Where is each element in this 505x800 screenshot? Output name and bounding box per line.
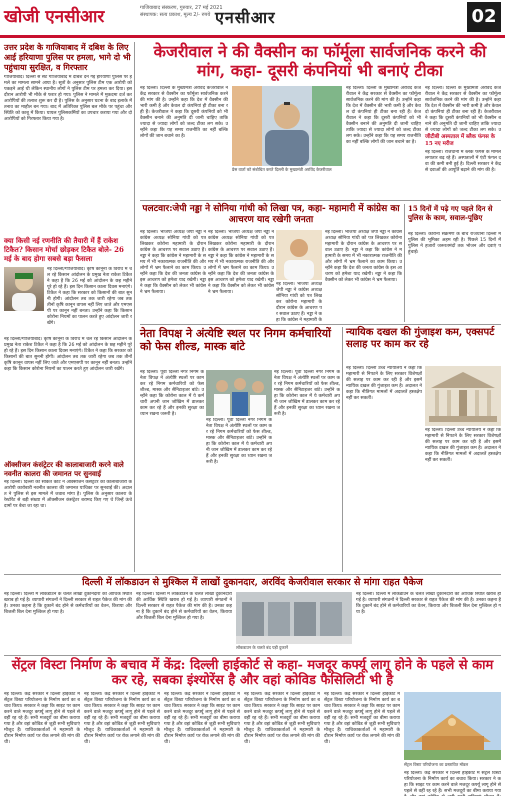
market-icon [236,592,352,644]
story-body-cont: नई दिल्ली। पूर्वी दिल्ली नगर निगम के नेता विपक्ष ने अंत्येष्टि स्थलों पर काम कर रहे निगम कर्मचारियों को फेस शील्ड, मास्क और सैनिटाइजर बांटे। उन्होंने कहा कि कोरोना काल में ये कर्मचारी अपनी जान जोखिम में डालकर काम कर रहे हैं और इनकी सुरक्षा का ध्यान रखना जरूरी है। [274,370,340,417]
story-body-cont: नई दिल्ली। केंद्र सरकार ने दिल्ली हाईकोर्ट में सेंट्रल विस्टा परियोजना के निर्माण कार्य का बचाव किया। सरकार ने कहा कि साइट पर काम करने वाले मजदूर कर्फ्यू लागू होने से पहले से वहीं रह रहे हैं। सभी मजदूरों का बीमा कराया गया है और वहां कोविड से जुड़ी सभी सुविधाएं मौजूद हैं। याचिकाकर्ताओं ने महामारी के दौरान निर्माण कार्य पर रोक लगाने की मांग की थी। [164,692,240,745]
section-divider [140,200,501,201]
central-vista-photo [404,692,501,760]
section-divider [4,574,501,575]
story-body-cont: नई दिल्ली। पूर्वी दिल्ली नगर निगम के नेता विपक्ष ने अंत्येष्टि स्थलों पर काम कर रहे निगम कर्मचारियों को फेस शील्ड, मास्क और सैनिटाइजर बांटे। उन्होंने कहा कि कोरोना काल में ये कर्मचारी अपनी जान जोखिम में डालकर काम कर रहे हैं और इनकी सुरक्षा का ध्यान रखना जरूरी है। [206,418,272,465]
column-divider [134,42,135,572]
story-body-cont: नई दिल्ली। केंद्र सरकार ने दिल्ली हाईकोर्ट में सेंट्रल विस्टा परियोजना के निर्माण कार्य का बचाव किया। सरकार ने कहा कि साइट पर काम करने वाले मजदूर कर्फ्यू लागू होने से पहले से वहीं रह रहे हैं। सभी मजदूरों का बीमा कराया गया है और वहां कोविड से जुड़ी सभी सुविधाएं मौजूद हैं। याचिकाकर्ताओं ने महामारी के दौरान निर्माण कार्य पर रोक लगाने की मांग की थी। [84,692,160,745]
story-body-cont: नई दिल्ली। केंद्र सरकार ने दिल्ली हाईकोर्ट में सेंट्रल विस्टा परियोजना के निर्माण कार्य का बचाव किया। सरकार ने कहा कि साइट पर काम करने वाले मजदूर कर्फ्यू लागू होने से पहले से वहीं रह रहे हैं। सभी मजदूरों का बीमा कराया गया [404,771,501,794]
story-headline: 15 दिनों में पढ़े गए पहले दिन से पुलिस के काम, सवाल-पूछिए [408,204,493,222]
photo-caption: प्रेस वार्ता को संबोधित करते दिल्ली के मुख्यमंत्री अरविंद केजरीवाल [232,167,332,172]
story-body-cont: नई दिल्ली। भाजपा अध्यक्ष जेपी नड्डा ने कांग्रेस अध्यक्ष सोनिया गांधी को पत्र लिखकर कोरोना महामारी के दौरान कांग्रेस के आचरण पर सवाल उठाए हैं। नड्डा ने कहा कि कांग्रेस ने महामारी के समय में भी नकारात्मक राजनीति की और लोगों में भ्रम फैलाने का काम किया। उन्होंने कहा कि देश की जनता कांग्रेस के इस आचरण को हमेशा याद रखेगी। नड्डा ने कहा कि वैक्सीन को लेकर भी कांग्रेस ने भ्रम फैलाया। [325,230,402,283]
masthead [0,0,505,38]
tikait-photo [4,267,44,311]
building-icon [425,366,501,426]
section-title: एनसीआर [215,8,276,27]
photo-caption: लॉकडाउन के चलते बंद पड़ी दुकानें [236,645,289,650]
section-divider [140,324,501,325]
story-body-cont: नई दिल्ली। केंद्र सरकार ने दिल्ली हाईकोर्ट में सेंट्रल विस्टा परियोजना के निर्माण कार्य का बचाव किया। सरकार ने कहा कि साइट पर काम करने वाले मजदूर कर्फ्यू लागू होने से पहले से वहीं रह रहे हैं। सभी मजदूरों का बीमा कराया गया है और वहां कोविड से जुड़ी सभी सुविधाएं मौजूद हैं। याचिकाकर्ताओं ने महामारी के दौरान निर्माण कार्य पर रोक लगाने की मांग की थी। [244,692,320,745]
side-story-body: नई दिल्ली। राजधानी में ब्लैक फंगस के मामले लगातार बढ़ रहे हैं। अस्पतालों में एंटी फंगल दवा की कमी बनी हुई है। दिल्ली सरकार ने केंद्र से दवाओं की आपूर्ति बढ़ाने की मांग की है। [425,150,501,173]
side-story-headline: जीटीबी अस्पताल में ब्लैक फंगस के 15 नए मरीज [425,134,496,147]
story-body-cont: नई दिल्ली। भाजपा अध्यक्ष जेपी नड्डा ने कांग्रेस अध्यक्ष सोनिया गांधी को पत्र लिखकर कोरोना महामारी के दौरान कांग्रेस के आचरण पर सवाल उठाए हैं। नड्डा ने कहा कि कांग्रेस ने महामारी के [276,282,322,322]
story-body-cont: नई दिल्ली। भाजपा अध्यक्ष जेपी नड्डा ने कांग्रेस अध्यक्ष सोनिया गांधी को पत्र लिखकर कोरोना महामारी के दौरान कांग्रेस के आचरण पर सवाल उठाए हैं। नड्डा ने कहा कि कांग्रेस ने महामारी के समय में भी नकारात्मक राजनीति की और लोगों में भ्रम फैलाने का काम किया। उन्होंने कहा कि देश की जनता कांग्रेस के इस आचरण को हमेशा याद रखेगी। नड्डा ने कहा कि वैक्सीन को लेकर भी कांग्रेस ने भ्रम फैलाया। [208,230,274,295]
page-number: 02 [467,2,501,32]
shops-photo [236,592,352,644]
band-story-body: नई दिल्ली। दिल्ली में लॉकडाउन के चलते लाखों दुकानदारों की आर्थिक स्थिति खराब हो गई है। व्यापारी संगठनों ने दिल्ली सरकार से राहत पैकेज की मांग की है। उनका कहना है कि दुकानें बंद होने से कर्मचारियों का वेतन, किराया और बिजली बिल देना मुश्किल हो गया है। [4,592,132,615]
band-story-body-cont: नई दिल्ली। दिल्ली में लॉकडाउन के चलते लाखों दुकानदारों की आर्थिक स्थिति खराब हो गई है। व्यापारी संगठनों ने दिल्ली सरकार से राहत पैकेज की मांग की है। उनका कहना है कि दुकानें बंद होने से कर्मचारियों का वेतन, किराया और बिजली बिल देना मुश्किल हो गया है। [136,592,232,621]
newspaper-brand: खोजी एनसीआर [4,7,105,27]
story-headline: क्या किसी नई रणनीति की तैयारी में हैं राकेश टिकैत? किसान मोर्चा छोड़कर टिकैत बोले- 26 मई के बाद होगा सबसे बड़ा फैसला [4,236,124,263]
story-headline: उत्तर प्रदेश के गाजियाबाद में दबिश के लिए आई हरियाणा पुलिस पर हमला, भागे दो भी पहुंचाया सुरक्षित, व गिरफ्तार [4,42,131,72]
band-headline: दिल्ली में लॉकडाउन से मुश्किल में लाखों दुकानदार, अरविंद केजरीवाल सरकार से मांगा राहत पैकेज [82,577,423,588]
story-body-cont: नई दिल्ली/गाजियाबाद। कृषि कानूनों के विरोध में चल रहे किसान आंदोलन के प्रमुख नेता राकेश टिकैत ने कहा है कि 26 मई को आंदोलन के छह महीने पूरे हो रहे हैं। इस दिन किसान काला दिवस मनाएंगे। टिकैत ने कहा कि सरकार को किसानों की बात सुननी होगी। आंदोलन तब तक जारी रहेगा जब तक तीनों कृषि कानून वापस नहीं लिए जाते और एमएसपी पर कानून नहीं बनता। उन्होंने कहा कि किसान कोरोना नियमों का पालन करते हुए आंदोलन जारी रखेंगे। [4,337,132,372]
photo-caption: सेंट्रल विस्टा परियोजना का प्रस्तावित मॉडल [404,762,469,767]
story-headline: नेता विपक्ष ने अंत्येष्टि स्थल पर निगम कर्मचारियों को फेस शील्ड, मास्क बांटे [140,327,331,353]
column-divider [404,204,405,322]
story-body-cont: नई दिल्ली। दिल्ली उच्च न्यायालय ने कहा कि महामारी से निपटने के लिए सरकार विशेषज्ञों की सलाह पर काम कर रही है और इसमें न्यायिक दखल की गुंजाइश कम है। अदालत ने कहा कि नीतिगत मामलों में अदालतें हस्तक्षेप नहीं कर सकतीं। [425,428,501,463]
story-headline: पलटवार:जेपी नड्डा ने सोनिया गांधी को लिखा पत्र, कहा- महामारी में कांग्रेस का आचरण याद रखेगी जनता [142,204,400,225]
story-body: गाजियाबाद। दिल्ली से सटे गाजियाबाद में दबिश देने गई हरियाणा पुलिस पर हमले का मामला सामने आया है। सूत्रों के अनुसार पुलिस टीम एक आरोपी को पकड़ने आई थी लेकिन स्थानीय लोगों ने पुलिस टीम पर हमला कर दिया। इस दौरान आरोपी भी मौके से फरार हो गया। पुलिस ने मामले में मुकदमा दर्ज कर आरोपियों की तलाश शुरू कर दी है। पुलिस के अनुसार घटना के बाद इलाके में तनाव का माहौल बन गया। बाद में अतिरिक्त पुलिस बल मौके पर पहुंचा और स्थिति को काबू में किया। घायल पुलिसकर्मियों का उपचार कराया गया और दो आरोपियों को गिरफ्तार किया गया है। [4,75,132,122]
left-column [4,42,132,578]
person-icon [232,86,342,166]
main-story-body: नई दिल्ली। दिल्ली के मुख्यमंत्री अरविंद केजरीवाल ने केंद्र सरकार से वैक्सीन का फॉर्मूला सार्वजनिक करने की मांग की है। उन्होंने कहा कि देश में वैक्सीन की भारी कमी है और केवल दो कंपनियां ही टीका बना रही हैं। केजरीवाल ने कहा कि दूसरी कंपनियों को भी वैक्सीन बनाने की अनुमति दी जानी चाहिए ताकि ज्यादा से ज्यादा लोगों को जल्द टीका लग सके। उन्होंने कहा कि यह समय राजनीति का नहीं बल्कि लोगों की जान बचाने का है। [140,86,228,139]
central-vista-headline: सेंट्रल विस्टा निर्माण के बचाव में केंद्र: दिल्ली हाईकोर्ट से कहा- मजदूर कर्फ्यू लागू होने के पहले से काम कर रहे, सबका इंश्योरेंस है और वहां कोविड फैसिलिटी भी है [11,658,494,688]
kejriwal-photo [232,86,342,166]
court-photo [425,366,501,426]
person-icon [4,267,44,311]
date-line: गाजियाबाद संस्करण, गुरुवार, 27 मई 2021 संस्थापक: सत्य प्रकाश, मूल्य 2/- रुपये [140,5,223,18]
story-headline: न्यायिक दखल की गुंजाइश कम, एक्सपर्ट सलाह पर काम कर रहे [346,327,495,350]
side-story-body: नई दिल्ली। दिल्ली के मुख्यमंत्री अरविंद केजरीवाल ने केंद्र सरकार से वैक्सीन का फॉर्मूला सार्वजनिक करने की मांग की है। उन्होंने कहा कि देश में वैक्सीन की भारी कमी है और केवल दो कंपनियां ही टीका बना रही हैं। केजरीवाल ने कहा कि दूसरी कंपनियों को भी वैक्सीन बनाने की अनुमति दी जानी चाहिए ताकि ज्यादा से ज्यादा लोगों को जल्द टीका लग सके। उ [425,86,501,132]
story-body: नई दिल्ली। केंद्र सरकार ने दिल्ली हाईकोर्ट में सेंट्रल विस्टा परियोजना के निर्माण कार्य का बचाव किया। सरकार ने कहा कि साइट पर काम करने वाले मजदूर कर्फ्यू लागू होने से पहले से वहीं रह रहे हैं। सभी मजदूरों का बीमा कराया गया है और वहां कोविड से जुड़ी सभी सुविधाएं मौजूद हैं। याचिकाकर्ताओं ने महामारी के दौरान निर्माण कार्य पर रोक लगाने की मांग की थी। [4,692,80,745]
main-story-body-cont: नई दिल्ली। दिल्ली के मुख्यमंत्री अरविंद केजरीवाल ने केंद्र सरकार से वैक्सीन का फॉर्मूला सार्वजनिक करने की मांग की है। उन्होंने कहा कि देश में वैक्सीन की भारी कमी है और केवल दो कंपनियां ही टीका बना रही हैं। केजरीवाल ने कहा कि दूसरी कंपनियों को भी वैक्सीन बनाने की अनुमति दी जानी चाहिए ताकि ज्यादा से ज्यादा लोगों को जल्द टीका लग सके। उन्होंने कहा कि यह समय राजनीति का नहीं बल्कि लोगों की जान बचाने का है। [346,86,421,145]
person-icon [276,230,322,280]
story-body-cont: नई दिल्ली। केंद्र सरकार ने दिल्ली हाईकोर्ट में सेंट्रल विस्टा परियोजना के निर्माण कार्य का बचाव किया। सरकार ने कहा कि साइट पर काम करने वाले मजदूर कर्फ्यू लागू होने से पहले से वहीं रह रहे हैं। सभी मजदूरों का बीमा कराया गया है और वहां कोविड से जुड़ी सभी सुविधाएं मौजूद हैं। याचिकाकर्ताओं ने महामारी के दौरान निर्माण कार्य पर रोक लगाने की मांग की थी। [324,692,400,745]
section-divider [4,655,501,656]
group-photo-icon [206,370,272,416]
story-headline: ऑक्सीजन कंसंट्रेटर की कालाबाजारी करने वाले नवनीत कालरा की जमानत पर सुनवाई [4,460,124,478]
story-body: नई दिल्ली। पूर्वी दिल्ली नगर निगम के नेता विपक्ष ने अंत्येष्टि स्थलों पर काम कर रहे निगम कर्मचारियों को फेस शील्ड, मास्क और सैनिटाइजर बांटे। उन्होंने कहा कि कोरोना काल में ये कर्मचारी अपनी जान जोखिम में डालकर काम कर रहे हैं और इनकी सुरक्षा का ध्यान रखना जरूरी है। [140,370,204,417]
band-story-body-cont: नई दिल्ली। दिल्ली में लॉकडाउन के चलते लाखों दुकानदारों की आर्थिक स्थिति खराब हो गई है। व्यापारी संगठनों ने दिल्ली सरकार से राहत पैकेज की मांग की है। उनका कहना है कि दुकानें बंद होने से कर्मचारियों का वेतन, किराया और बिजली बिल देना मुश्किल हो गया है। [356,592,501,615]
story-body: नई दिल्ली। दिल्ली उच्च न्यायालय ने कहा कि महामारी से निपटने के लिए सरकार विशेषज्ञों की सलाह पर काम कर रही है और इसमें न्यायिक दखल की गुंजाइश कम है। अदालत ने कहा कि नीतिगत मामलों में अदालतें हस्तक्षेप नहीं कर सकतीं। [346,366,422,401]
column-divider [342,327,343,572]
story-body: नई दिल्ली। कोरोना संक्रमण के बीच राजधानी दिल्ली में पुलिस की भूमिका अहम रही है। पिछले 15 दिनों में पुलिस ने हजारों जरूरतमंदों तक भोजन और दवाएं पहुंचाईं। [408,232,501,255]
parliament-building-icon [404,692,501,760]
main-headline: केजरीवाल ने की वैक्सीन का फॉर्मूला सार्वजनिक करने की मांग, कहा- दूसरी कंपनियां भी बनाएं टीका [153,42,487,80]
nadda-photo [276,230,322,280]
story-body: नई दिल्ली। दिल्ली की साकेत कोर्ट ने ऑक्सीजन कंसंट्रेटर की कालाबाजारी के आरोपी कारोबारी नवनीत कालरा की जमानत याचिका पर सुनवाई की। अदालत ने पुलिस से इस मामले में जवाब मांगा है। पुलिस के अनुसार कालरा के रेस्टोरेंट से बड़ी संख्या में ऑक्सीजन कंसंट्रेटर बरामद किए गए थे जिन्हें ऊंचे दामों पर बेचा जा रहा था। [4,480,132,509]
story-body: नई दिल्ली/गाजियाबाद। कृषि कानूनों के विरोध में चल रहे किसान आंदोलन के प्रमुख नेता राकेश टिकैत ने कहा है कि 26 मई को आंदोलन के छह महीने पूरे हो रहे हैं। इस दिन किसान काला दिवस मनाएंगे। टिकैत ने कहा कि सरकार को किसानों की बात सुननी होगी। आंदोलन तब तक जारी रहेगा जब तक तीनों कृषि कानून वापस नहीं लिए जाते और एमएसपी पर कानून नहीं बनता। उन्होंने कहा कि किसान कोरोना नियमों का पालन करते हुए आंदोलन जारी रखेंगे। [47,267,132,326]
neta-photo [206,370,272,416]
story-body: नई दिल्ली। भाजपा अध्यक्ष जेपी नड्डा ने कांग्रेस अध्यक्ष सोनिया गांधी को पत्र लिखकर कोरोना महामारी के दौरान कांग्रेस के आचरण पर सवाल उठाए हैं। नड्डा ने कहा कि कांग्रेस ने महामारी के समय में भी नकारात्मक राजनीति की और लोगों में भ्रम फैलाने का काम किया। उन्होंने कहा कि देश की जनता कांग्रेस के इस आचरण को हमेशा याद रखेगी। नड्डा ने कहा कि वैक्सीन को लेकर भी कांग्रेस ने भ्रम फैलाया। [140,230,206,295]
